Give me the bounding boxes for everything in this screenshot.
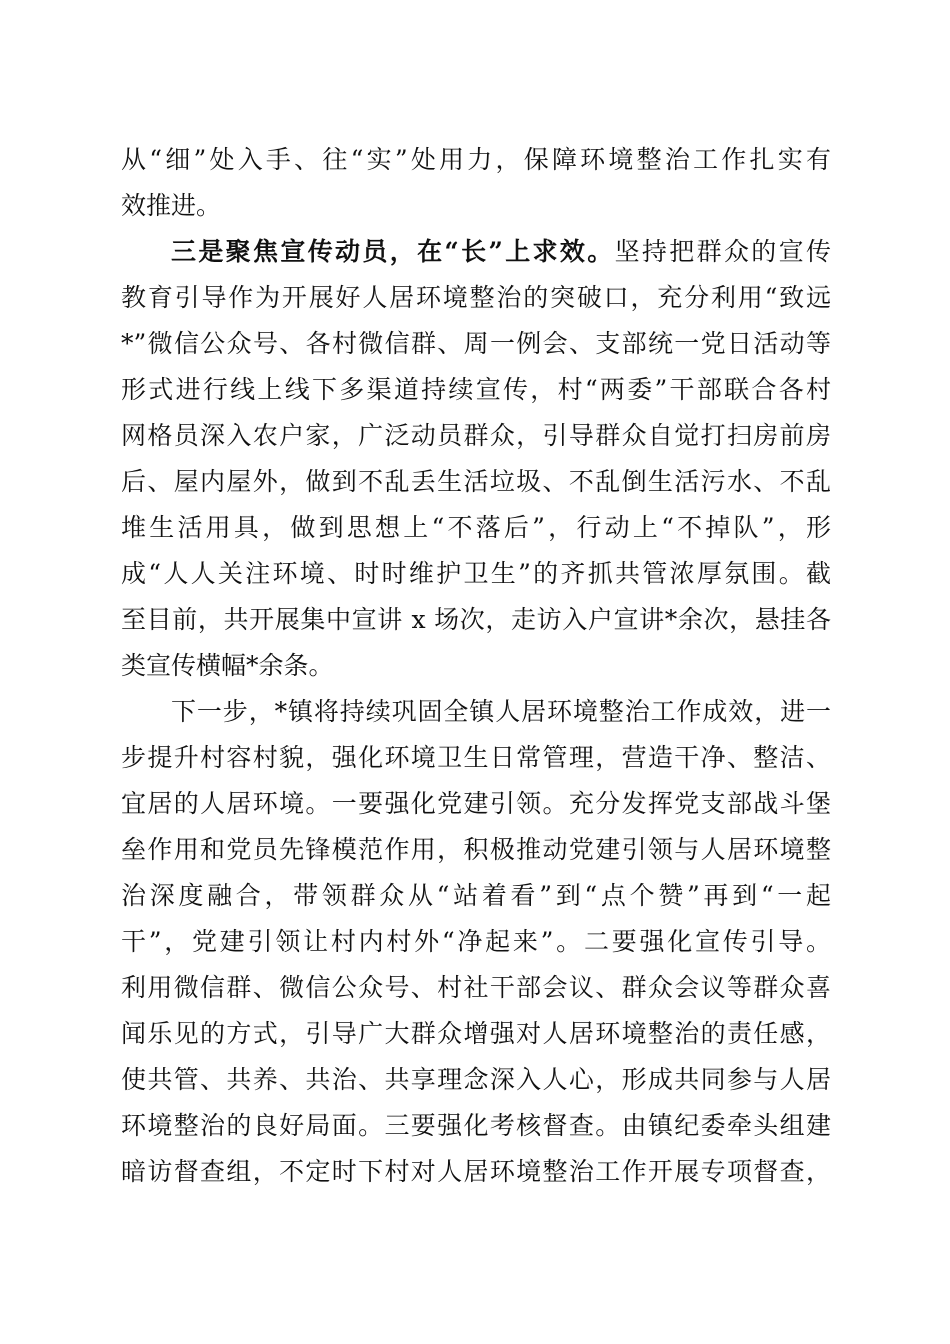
- text-line: 利用微信群、微信公众号、村社干部会议、群众会议等群众喜: [121, 973, 831, 1002]
- text-line: 使共管、共养、共治、共享理念深入人心，形成共同参与人居: [121, 1065, 831, 1094]
- text-run: 坚持把群众的宣传: [614, 237, 831, 266]
- text-line: 成“人人关注环境、时时维护卫生”的齐抓共管浓厚氛围。截: [121, 559, 831, 588]
- text-line: 步提升村容村貌，强化环境卫生日常管理，营造干净、整洁、: [121, 743, 831, 772]
- text-line: *”微信公众号、各村微信群、周一例会、支部统一党日活动等: [121, 329, 831, 358]
- text-line: 垒作用和党员先锋模范作用，积极推动党建引领与人居环境整: [121, 835, 831, 864]
- text-line: 后、屋内屋外，做到不乱丢生活垃圾、不乱倒生活污水、不乱: [121, 467, 831, 496]
- text-line: 效推进。: [121, 191, 222, 220]
- text-line: 堆生活用具，做到思想上“不落后”，行动上“不掉队”，形: [121, 513, 831, 542]
- text-line: 闻乐见的方式，引导广大群众增强对人居环境整治的责任感，: [121, 1019, 831, 1048]
- text-line: 形式进行线上线下多渠道持续宣传，村“两委”干部联合各村: [121, 375, 831, 404]
- paragraph-first-line: [121, 232, 831, 272]
- section-heading: 三是聚焦宣传动员，在“长”上求效。: [171, 237, 615, 266]
- text-line: 环境整治的良好局面。三要强化考核督查。由镇纪委牵头组建: [121, 1111, 831, 1140]
- text-line: 治深度融合，带领群众从“站着看”到“点个赞”再到“一起: [121, 881, 831, 910]
- text-line: 干”，党建引领让村内村外“净起来”。二要强化宣传引导。: [121, 927, 831, 956]
- text-line: 从“细”处入手、往“实”处用力，保障环境整治工作扎实有: [121, 145, 831, 174]
- text-line: 网格员深入农户家，广泛动员群众，引导群众自觉打扫房前房: [121, 421, 831, 450]
- text-line: 宜居的人居环境。一要强化党建引领。充分发挥党支部战斗堡: [121, 789, 831, 818]
- text-line: 类宣传横幅*余条。: [121, 651, 334, 680]
- text-line: 教育引导作为开展好人居环境整治的突破口，充分利用“致远: [121, 283, 831, 312]
- text-line: 至目前，共开展集中宣讲 x 场次，走访入户宣讲*余次，悬挂各: [121, 605, 831, 634]
- paragraph-first-line: 下一步，*镇将持续巩固全镇人居环境整治工作成效，进一: [171, 697, 831, 726]
- text-line: 暗访督查组，不定时下村对人居环境整治工作开展专项督查，: [121, 1157, 831, 1186]
